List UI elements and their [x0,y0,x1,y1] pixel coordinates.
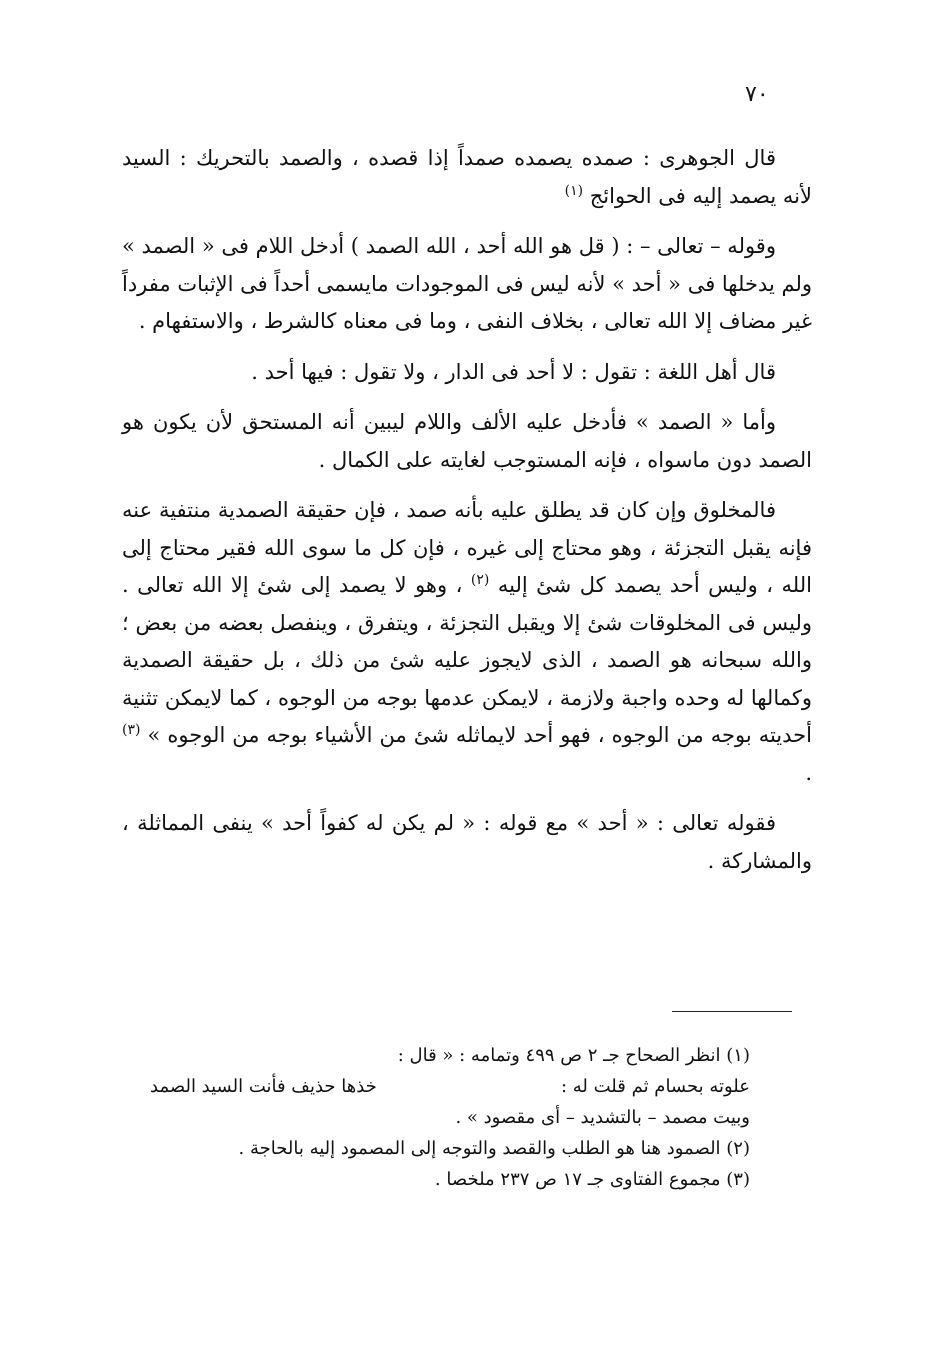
verse-second-half: خذها حذيف فأنت السيد الصمد [150,1076,377,1097]
footnote-1: (١) انظر الصحاح جـ ٢ ص ٤٩٩ وتمامه : « قال : [397,1045,750,1066]
footnote-ref-1: (١) [564,182,584,199]
paragraph-text: ، وهو لا يصمد إلى شئ إلا الله تعالى . وليس فى المخلوقات شئ إلا ويقبل التجزئة ، ويتفرق ، وينفصل بعضه من بعض ؛ والله سبحانه هو الصمد ، الذى لايجوز عليه شئ من ذلك ، بل حقيقة الصمدية وكمالها له وحده واجبة ولازمة ، لايمكن عدمها بوجه من الوجوه ، كما لايمكن تثنية أحديته بوجه من الوجوه ، فهو أحد لايماثله شئ من الأشياء بوجه من الوجوه » [122,573,812,747]
paragraph-jawhari [122,140,812,215]
paragraph-samad: وأما « الصمد » فأدخل عليه الألف واللام ليبين أنه المستحق لأن يكون هو الصمد دون ماسواه ، فإنه المستوجب لغايته على الكمال . [122,410,812,472]
main-text [122,140,812,893]
verse-first-half: علوته بحسام ثم قلت له : [560,1076,750,1097]
page-number: ٧٠ [745,82,769,107]
paragraph-qawluhu: فقوله تعالى : « أحد » مع قوله : « لم يكن له كفواً أحد » ينفى المماثلة ، والمشاركة . [122,811,812,873]
footnote-ref-3: (٣) [122,722,141,738]
footnote-separator [672,1011,792,1012]
paragraph-text: قال الجوهرى : صمده يصمده صمداً إذا قصده ، والصمد بالتحريك : السيد لأنه يصمد إليه فى الحوائج [122,146,812,208]
footnote-ref-2: (٢) [470,572,490,588]
footnotes [150,1040,750,1195]
footnote-1-verse [150,1071,750,1102]
footnote-2: (٢) الصمود هنا هو الطلب والقصد والتوجه إلى المصمود إليه بالحاجة . [238,1138,750,1159]
footnote-1-end: وبيت مصمد – بالتشديد – أى مقصود » . [455,1107,750,1128]
paragraph-ahl-allugha: قال أهل اللغة : تقول : لا أحد فى الدار ، ولا تقول : فيها أحد . [251,359,776,384]
paragraph-makhluq: فالمخلوق وإن كان قد يطلق عليه بأنه صمد ، فإن حقيقة الصمدية منتفية عنه فإنه يقبل التجزئة ، وهو محتاج إلى غيره ، فإن كل ما سوى الله فقير محتاج إلى الله ، وليس أحد يصمد كل شئ إليه $^{(٢)}$ ، وهو لا يصمد إلى شئ إلا الله تعالى . وليس فى المخلوقات شئ إلا ويقبل التجزئة ، ويتفرق ، وينفصل بعضه من بعض ؛ والله سبحانه هو الصمد ، الذى لايجوز عليه شئ من ذلك ، بل حقيقة الصمدية وكمالها له وحده واجبة ولازمة ، لايمكن عدمها بوجه من الوجوه ، كما لايمكن تثنية أحديته بوجه من الوجوه ، فهو أحد لايماثله شئ من الأشياء بوجه من الوجوه » $^{(٣)}$ . [122,498,812,785]
paragraph-text: فالمخلوق وإن كان قد يطلق عليه بأنه صمد ، فإن حقيقة الصمدية منتفية عنه فإنه يقبل التجزئة ، وهو محتاج إلى غيره ، فإن كل ما سوى الله فقير محتاج إلى الله ، وليس أحد يصمد كل شئ إليه [122,498,812,597]
footnote-3: (٣) مجموع الفتاوى جـ ١٧ ص ٢٣٧ ملخصا . [434,1169,750,1190]
paragraph-ikhlas: وقوله – تعالى – : ( قل هو الله أحد ، الله الصمد ) أدخل اللام فى « الصمد » ولم يدخلها فى « أحد » لأنه ليس فى الموجودات مايسمى أحداً فى الإثبات مفرداً غير مضاف إلا الله تعالى ، بخلاف النفى ، وما فى معناه كالشرط ، والاستفهام . [122,234,812,333]
